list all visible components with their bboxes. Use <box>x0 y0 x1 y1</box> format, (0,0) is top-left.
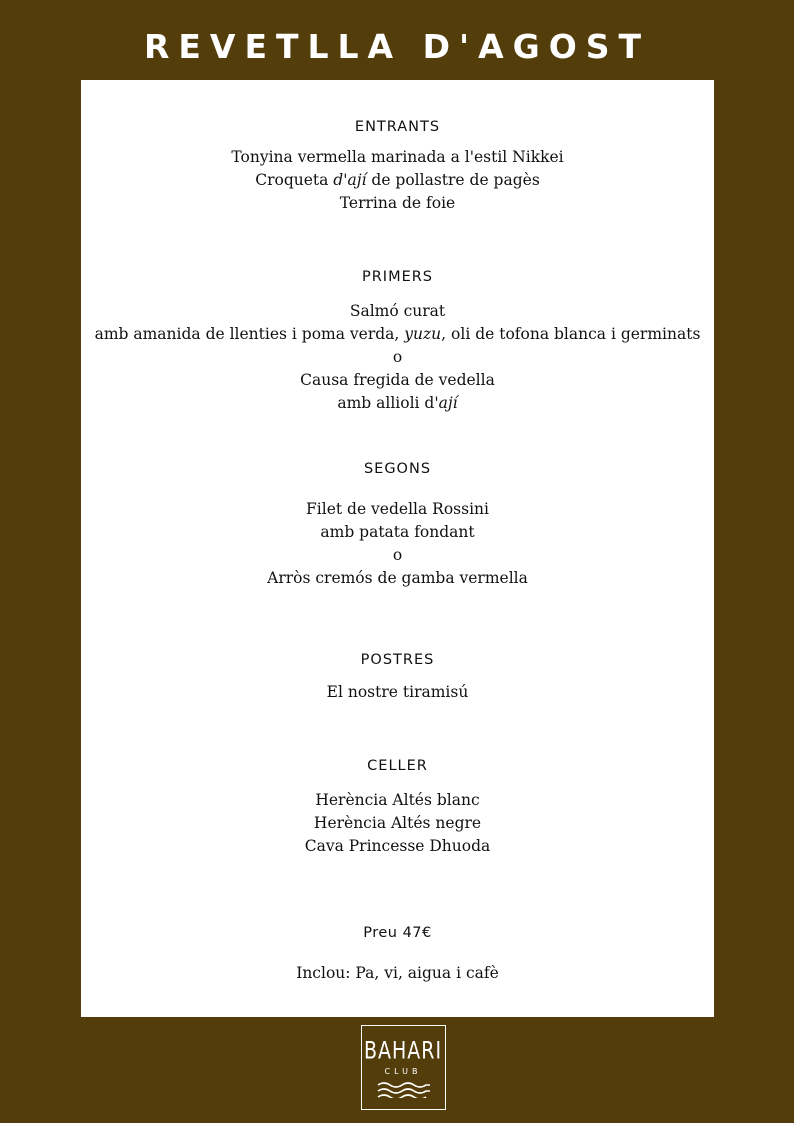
menu-separator: o <box>392 546 403 564</box>
menu-item: Cava Princesse Dhuoda <box>304 837 491 855</box>
logo-name: BAHARI <box>363 1037 443 1065</box>
section-heading-primers: PRIMERS <box>361 269 434 285</box>
menu-item: El nostre tiramisú <box>326 683 469 701</box>
section-heading-postres: POSTRES <box>360 652 435 668</box>
menu-item: Causa fregida de vedella <box>300 371 495 389</box>
menu-panel <box>81 80 714 1017</box>
section-items-segons <box>81 498 714 590</box>
menu-item: Terrina de foie <box>339 194 456 212</box>
logo-sub: CLUB <box>384 1067 422 1076</box>
bahari-club-logo <box>361 1025 446 1110</box>
menu-item: Tonyina vermella marinada a l'estil Nikkei <box>231 148 564 166</box>
menu-item: Filet de vedella Rossini <box>306 500 489 518</box>
section-items-primers <box>81 300 714 415</box>
waves-icon <box>376 1080 432 1098</box>
menu-item: amb allioli d'ají <box>337 394 458 412</box>
menu-item: Salmó curat <box>349 302 446 320</box>
menu-item: amb patata fondant <box>320 523 475 541</box>
section-items-postres <box>81 681 714 704</box>
section-heading-segons: SEGONS <box>363 461 432 477</box>
menu-item: amb amanida de llenties i poma verda, yuzu, oli de tofona blanca i germinats <box>94 325 701 343</box>
menu-item: Arròs cremós de gamba vermella <box>267 569 528 587</box>
page-title: REVETLLA D'AGOST <box>143 27 651 66</box>
includes-note: Inclou: Pa, vi, aigua i cafè <box>296 964 499 982</box>
menu-separator: o <box>392 348 403 366</box>
menu-item: Herència Altés blanc <box>315 791 480 809</box>
section-items-entrants <box>81 146 714 215</box>
menu-item: Herència Altés negre <box>313 814 482 832</box>
price-label: Preu 47€ <box>363 925 432 941</box>
menu-item: Croqueta d'ají de pollastre de pagès <box>255 171 540 189</box>
section-heading-celler: CELLER <box>367 758 428 774</box>
section-items-celler <box>81 789 714 858</box>
section-heading-entrants: ENTRANTS <box>354 119 441 135</box>
